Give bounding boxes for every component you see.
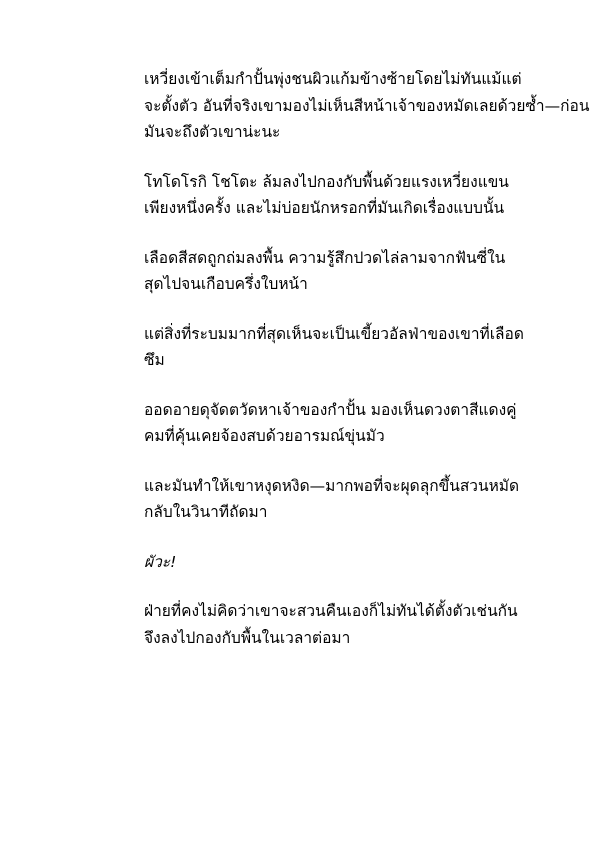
paragraph-2 — [82, 169, 536, 222]
paragraph-line: เลือดสีสดถูกถ่มลงพื้น ความรู้สึกปวดไล่ลามจากฟันซี่ใน — [144, 248, 506, 267]
paragraph-5 — [82, 397, 536, 450]
paragraph-line: โทโดโรกิ โชโตะ ล้มลงไปกองกับพื้นด้วยแรงเหวี่ยงแขน — [144, 172, 509, 191]
paragraph-line: จะตั้งตัว อันที่จริงเขามองไม่เห็นสีหน้าเจ้าของหมัดเลยด้วยซ้ำ—ก่อน — [144, 96, 590, 115]
paragraph-line: คมที่คุ้นเคยจ้องสบด้วยอารมณ์ขุ่นมัว — [144, 427, 385, 445]
paragraph-6 — [82, 473, 536, 526]
paragraph-line: เพียงหนึ่งครั้ง และไม่บ่อยนักหรอกที่มันเกิดเรื่องแบบนั้น — [144, 199, 505, 217]
paragraph-line: ซึม — [144, 351, 165, 369]
paragraph-line: จึงลงไปกองกับพื้นในเวลาต่อมา — [144, 628, 351, 647]
paragraph-line: แต่สิ่งที่ระบมมากที่สุดเห็นจะเป็นเขี้ยวอัลฟ่าของเขาที่เลือด — [144, 324, 524, 343]
paragraph-line: ผัวะ! — [144, 552, 177, 571]
paragraph-line: และมันทำให้เขาหงุดหงิด—มากพอที่จะผุดลุกขึ้นสวนหมัด — [144, 476, 520, 495]
paragraph-line: ออดอายดุจัดตวัดหาเจ้าของกำปั้น มองเห็นดวงตาสีแดงคู่ — [144, 400, 517, 419]
paragraph-3 — [82, 245, 536, 298]
paragraph-1 — [82, 66, 590, 146]
paragraph-line: สุดไปจนเกือบครึ่งใบหน้า — [144, 275, 308, 293]
paragraph-8 — [82, 598, 536, 651]
paragraph-line: เหวี่ยงเข้าเต็มกำปั้นพุ่งชนผิวแก้มข้างซ้ายโดยไม่ทันแม้แต่ — [144, 70, 522, 88]
paragraph-7-sound-effect — [82, 549, 536, 576]
paragraph-line: มันจะถึงตัวเขาน่ะนะ — [144, 123, 281, 141]
paragraph-4 — [82, 321, 536, 374]
paragraph-line: กลับในวินาทีถัดมา — [144, 503, 268, 521]
paragraph-line: ฝ่ายที่คงไม่คิดว่าเขาจะสวนคืนเองก็ไม่ทันได้ตั้งตัวเช่นกัน — [144, 602, 518, 620]
